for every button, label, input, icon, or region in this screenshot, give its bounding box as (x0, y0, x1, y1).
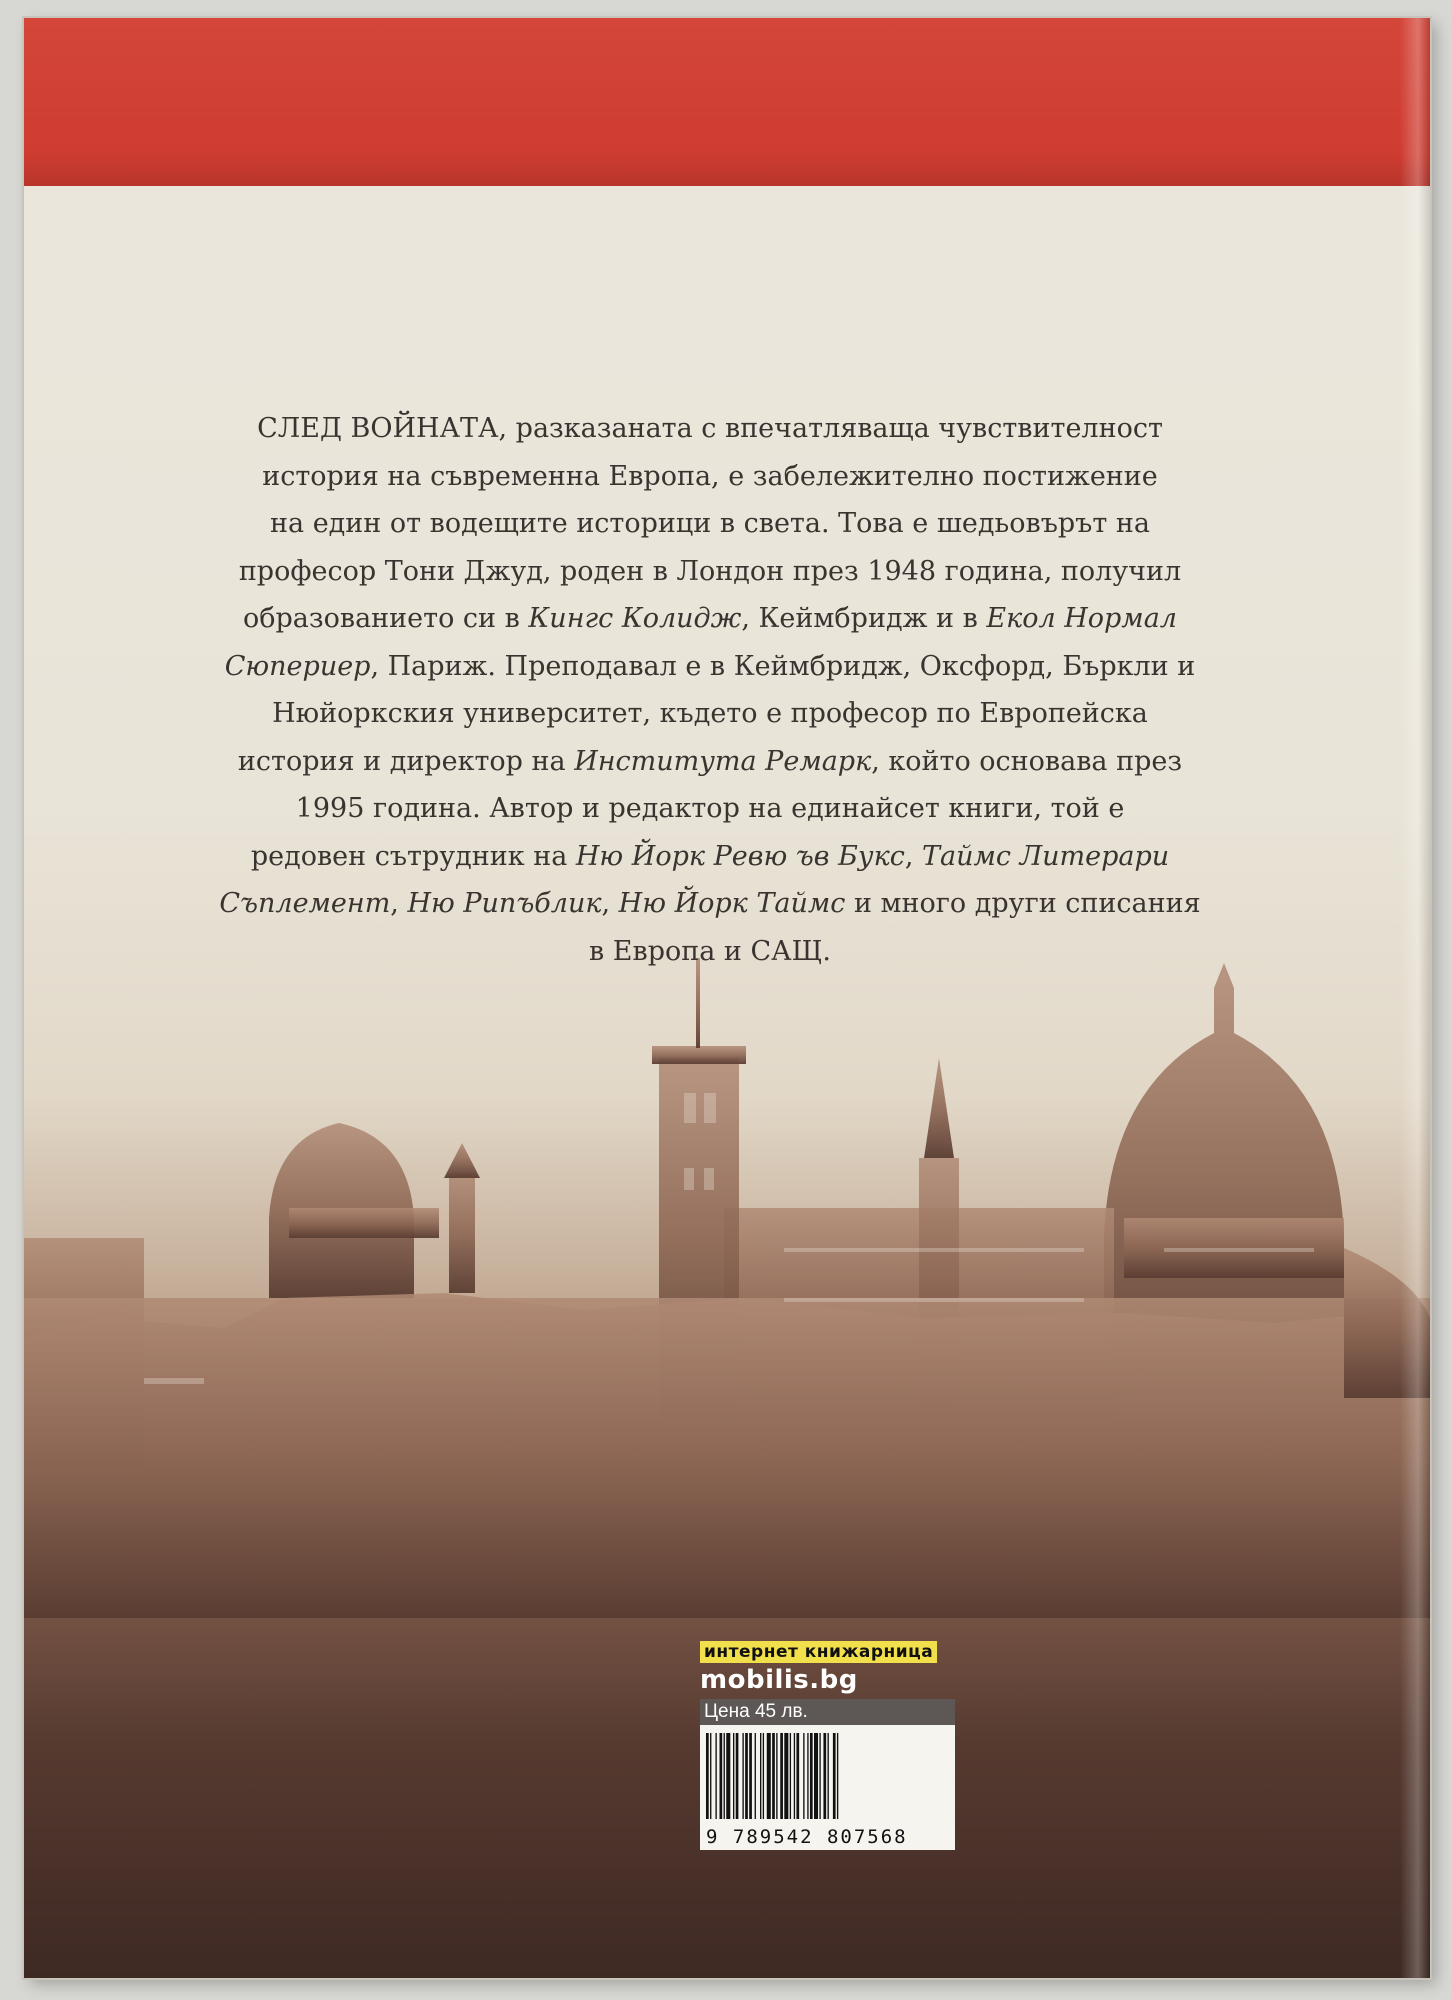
blurb-text: , (390, 888, 408, 919)
blurb-line (210, 453, 1210, 501)
spine-edge (1400, 18, 1430, 1978)
barcode-bars (704, 1733, 949, 1819)
blurb-line (210, 785, 1210, 833)
blurb-italic-title: Съплемент (219, 888, 391, 919)
florence-skyline-image (24, 918, 1430, 1618)
blurb-line (210, 833, 1210, 881)
barcode (700, 1725, 955, 1850)
blurb-text: професор Тони Джуд, роден в Лондон през 1948 година, получил (238, 555, 1182, 587)
blurb-text: образованието си в (243, 603, 529, 634)
blurb-text: Нюйоркския университет, където е професор по Европейска (272, 698, 1148, 729)
blurb-line (210, 738, 1210, 786)
blurb-text: 1995 година. Автор и редактор на единайсет книги, той е (295, 793, 1125, 824)
blurb-text: СЛЕД ВОЙНАТА, (257, 413, 516, 444)
bookstore-sticker (700, 1641, 955, 1850)
sticker-brand: mobilis.bg (700, 1665, 858, 1695)
blurb-italic-title: Института Ремарк (574, 745, 872, 777)
red-top-band (24, 18, 1430, 186)
blurb-text: , Кеймбридж и в (741, 603, 987, 634)
blurb-line (210, 880, 1210, 928)
blurb-italic-title: Таймс Литерари (922, 840, 1170, 872)
blurb-italic-title: Екол Нормал (986, 603, 1177, 634)
blurb-text: разказаната с впечатляваща чувствителност (515, 413, 1163, 444)
blurb-italic-title: Ню Йорк Таймс (618, 888, 846, 919)
blurb-line (210, 690, 1210, 738)
blurb-text: , който основава през (871, 745, 1183, 777)
blurb-line (210, 405, 1210, 453)
blurb-line (210, 595, 1210, 643)
blurb-italic-title: Ню Йорк Ревю ъв Букс (575, 840, 905, 872)
blurb-text: редовен сътрудник на (250, 840, 576, 872)
blurb-italic-title: Сюпериер (224, 650, 371, 682)
back-cover-blurb (210, 405, 1210, 975)
sticker-top-label: интернет книжарница (700, 1641, 937, 1663)
blurb-line (210, 928, 1210, 976)
blurb-line (210, 548, 1210, 596)
blurb-line (210, 500, 1210, 548)
price-label: Цена 45 лв. (700, 1699, 955, 1725)
blurb-text: в Европа и САЩ. (589, 935, 831, 967)
blurb-text: история на съвременна Европа, е забележително постижение (262, 460, 1158, 492)
blurb-italic-title: Ню Рипъблик (407, 888, 602, 919)
blurb-text: , Париж. Преподавал е в Кеймбридж, Оксфорд, Бъркли и (370, 650, 1196, 682)
blurb-line (210, 643, 1210, 691)
blurb-text: и много други списания (845, 888, 1201, 919)
isbn-number: 9 789542 807568 (706, 1826, 908, 1848)
blurb-text: на един от водещите историци в света. Това е шедьовърът на (270, 508, 1150, 539)
blurb-italic-title: Кингс Колидж (528, 603, 742, 634)
blurb-text: история и директор на (237, 745, 575, 777)
blurb-text: , (904, 840, 923, 872)
blurb-text: , (601, 888, 619, 919)
